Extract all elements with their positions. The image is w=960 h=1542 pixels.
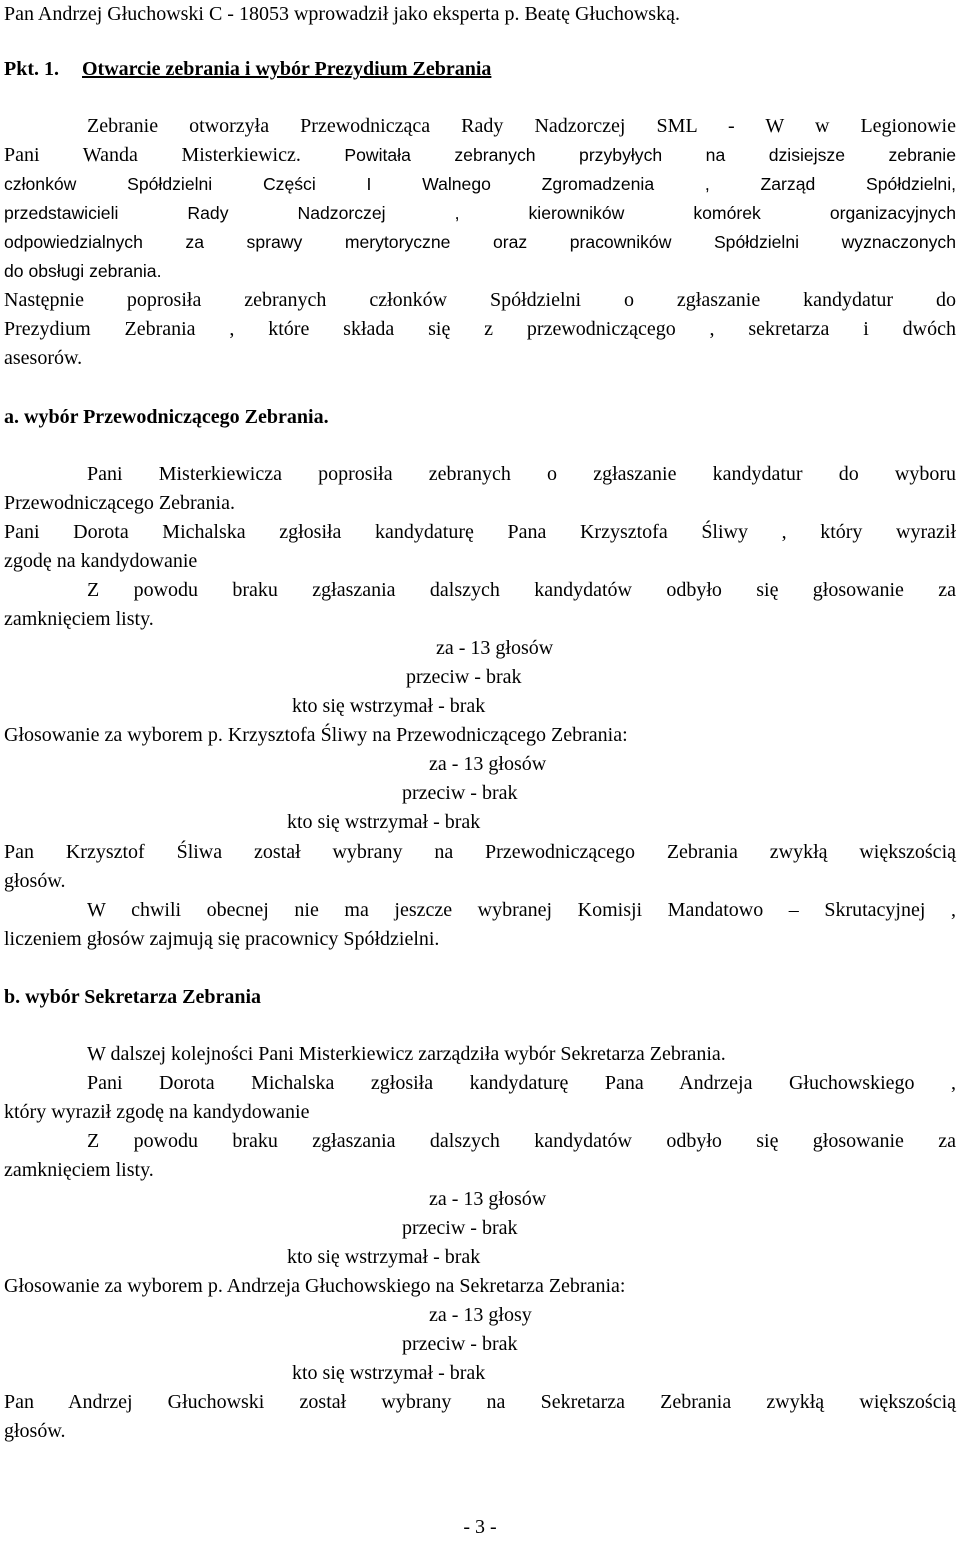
section-heading-pkt1 [4, 55, 956, 84]
vote-for: za - 13 głosów [429, 1188, 547, 1210]
intro-line-1: Zebranie otworzyła Przewodnicząca Rady Nadzorczej SML - W w Legionowie [87, 115, 956, 137]
intro-line-4: przedstawicieli Rady Nadzorczej , kierowników komórek organizacyjnych [4, 203, 956, 223]
vote-abstain: kto się wstrzymał - brak [287, 811, 481, 833]
vote-for: za - 13 głosów [429, 753, 547, 775]
section-a-line-7: Głosowanie za wyborem p. Krzysztofa Śliwy na Przewodniczącego Zebrania: [4, 724, 628, 746]
vote-against: przeciw - brak [402, 1217, 518, 1239]
section-a-line-5: Z powodu braku zgłaszania dalszych kandydatów odbyło się głosowanie za [87, 579, 956, 601]
vote-against: przeciw - brak [402, 782, 518, 804]
vote-for: za - 13 głosów [436, 637, 554, 659]
intro-line-2a: Pani Wanda Misterkiewicz. [4, 144, 301, 166]
section-a-line-3: Pani Dorota Michalska zgłosiła kandydaturę Pana Krzysztofa Śliwy , który wyraził [4, 521, 956, 543]
section-b-line-2: Pani Dorota Michalska zgłosiła kandydaturę Pana Andrzeja Głuchowskiego , [87, 1072, 956, 1094]
vote-against: przeciw - brak [406, 666, 522, 688]
page-number: - 3 - [463, 1516, 497, 1538]
vote-abstain: kto się wstrzymał - brak [287, 1246, 481, 1268]
section-b-line-8: głosów. [4, 1420, 66, 1442]
pkt1-label: Pkt. 1. [4, 58, 59, 80]
section-b-line-3: który wyraził zgodę na kandydowanie [4, 1101, 310, 1123]
section-a-line-8: Pan Krzysztof Śliwa został wybrany na Przewodniczącego Zebrania zwykłą większością [4, 841, 956, 863]
vote-for: za - 13 głosy [429, 1304, 532, 1326]
intro-line-2 [4, 141, 956, 170]
intro-line-5: odpowiedzialnych za sprawy merytoryczne oraz pracowników Spółdzielni wyznaczonych [4, 232, 956, 252]
section-b-heading: b. wybór Sekretarza Zebrania [4, 986, 262, 1008]
section-a-line-4: zgodę na kandydowanie [4, 550, 198, 572]
pkt1-title: Otwarcie zebrania i wybór Prezydium Zebrania [82, 58, 492, 80]
vote-against: przeciw - brak [402, 1333, 518, 1355]
section-b-line-7: Pan Andrzej Głuchowski został wybrany na Sekretarza Zebrania zwykłą większością [4, 1391, 956, 1413]
section-b-line-4: Z powodu braku zgłaszania dalszych kandydatów odbyło się głosowanie za [87, 1130, 956, 1152]
section-a-line-6: zamknięciem listy. [4, 608, 154, 630]
intro-line-9: asesorów. [4, 347, 83, 369]
section-a-line-1: Pani Misterkiewicza poprosiła zebranych o zgłaszanie kandydatur do wyboru [87, 463, 956, 485]
section-a-heading: a. wybór Przewodniczącego Zebrania. [4, 406, 329, 428]
section-b-line-5: zamknięciem listy. [4, 1159, 154, 1181]
section-b-line-1: W dalszej kolejności Pani Misterkiewicz zarządziła wybór Sekretarza Zebrania. [87, 1043, 726, 1065]
intro-line-2b: Powitała zebranych przybyłych na dzisiejsze zebranie [300, 145, 956, 165]
section-b-line-6: Głosowanie za wyborem p. Andrzeja Głuchowskiego na Sekretarza Zebrania: [4, 1275, 626, 1297]
vote-abstain: kto się wstrzymał - brak [292, 1362, 486, 1384]
section-a-line-10: W chwili obecnej nie ma jeszcze wybranej Komisji Mandatowo – Skrutacyjnej , [87, 899, 956, 921]
intro-line-6: do obsługi zebrania. [4, 261, 162, 281]
intro-line-3: członków Spółdzielni Części I Walnego Zgromadzenia , Zarząd Spółdzielni, [4, 174, 956, 194]
intro-line-7: Następnie poprosiła zebranych członków Spółdzielni o zgłaszanie kandydatur do [4, 289, 956, 311]
vote-abstain: kto się wstrzymał - brak [292, 695, 486, 717]
section-a-line-9: głosów. [4, 870, 66, 892]
section-a-line-11: liczeniem głosów zajmują się pracownicy Spółdzielni. [4, 928, 440, 950]
header-line: Pan Andrzej Głuchowski C - 18053 wprowadził jako eksperta p. Beatę Głuchowską. [4, 3, 680, 25]
section-a-line-2: Przewodniczącego Zebrania. [4, 492, 235, 514]
intro-line-8: Prezydium Zebrania , które składa się z przewodniczącego , sekretarza i dwóch [4, 318, 956, 340]
